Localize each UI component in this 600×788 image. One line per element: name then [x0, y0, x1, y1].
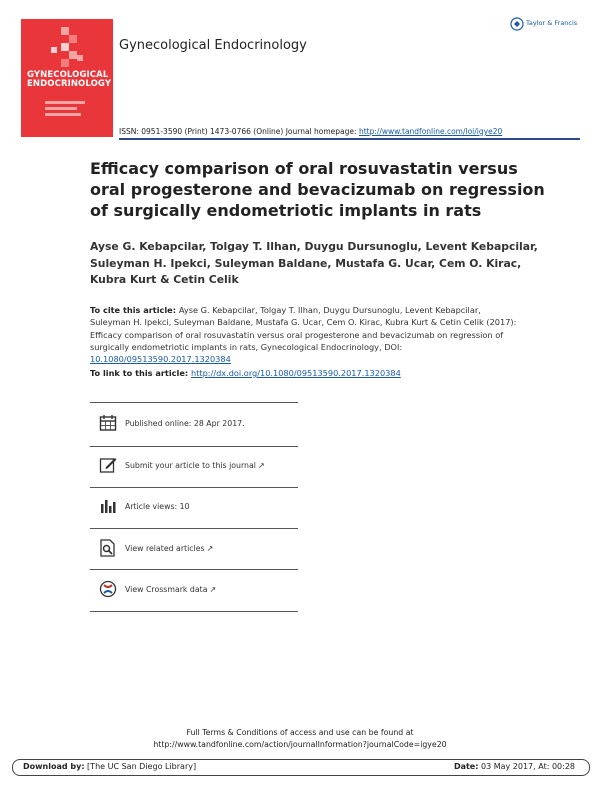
article-views-text: Article views: 10 [125, 502, 190, 511]
search-document-icon [99, 539, 117, 557]
issn-line [119, 127, 502, 136]
calendar-icon [99, 414, 117, 432]
external-link-icon: ↗ [209, 585, 217, 594]
publisher-logo-icon [510, 17, 524, 31]
journal-name[interactable]: Gynecological Endocrinology [119, 38, 307, 53]
download-date-value: 03 May 2017, At: 00:28 [478, 762, 575, 771]
cite-label: To cite this article: [90, 305, 179, 315]
bar-chart-icon [99, 497, 117, 515]
publisher-logo[interactable] [510, 17, 580, 37]
edit-icon [99, 456, 117, 474]
info-divider [90, 446, 298, 447]
external-link-icon: ↗ [206, 544, 214, 553]
related-articles-link[interactable] [125, 544, 213, 553]
article-doi-link[interactable]: http://dx.doi.org/10.1080/09513590.2017.1320384 [191, 368, 401, 378]
published-online-row [90, 414, 298, 444]
related-articles-text[interactable]: View related articles [125, 544, 205, 553]
crossmark-icon [99, 580, 117, 598]
external-link-icon: ↗ [257, 461, 265, 470]
submit-article-text[interactable]: Submit your article to this journal [125, 461, 256, 470]
article-link-line [90, 368, 401, 378]
submit-article-link[interactable] [125, 461, 265, 470]
cite-doi-link[interactable]: 10.1080/09513590.2017.1320384 [90, 354, 231, 365]
journal-cover-image [21, 19, 113, 137]
info-divider [90, 569, 298, 570]
info-divider [90, 528, 298, 529]
article-views-row [90, 497, 298, 527]
related-articles-row[interactable] [90, 539, 298, 569]
info-divider [90, 611, 298, 612]
downloaded-by-value: [The UC San Diego Library] [84, 762, 197, 771]
cite-text: Ayse G. Kebapcilar, Tolgay T. Ilhan, Duygu Dursunoglu, Levent Kebapcilar, Suleyman H. Ipekci, Suleyman Baldane, Mustafa G. Ucar, Cem O. Kirac, Kubra Kurt & Cetin Celik (2017): Efficacy comparison of oral rosuvastatin versus oral progesterone and bevacizumab on regression of surgically endometriotic implants in rats, Gynecological Endocrinology, DOI: [90, 305, 517, 352]
info-divider [90, 402, 298, 403]
download-date [454, 762, 575, 771]
crossmark-row[interactable] [90, 580, 298, 610]
citation-block [90, 304, 520, 365]
terms-url[interactable]: http://www.tandfonline.com/action/journalInformation?journalCode=igye20 [153, 740, 447, 749]
crossmark-link[interactable] [125, 585, 216, 594]
info-divider [90, 487, 298, 488]
link-label: To link to this article: [90, 368, 191, 378]
cover-title: GYNECOLOGICAL ENDOCRINOLOGY [27, 70, 112, 89]
submit-article-row[interactable] [90, 456, 298, 486]
download-info-bar [12, 759, 590, 776]
article-authors: Ayse G. Kebapcilar, Tolgay T. Ilhan, Duygu Dursunoglu, Levent Kebapcilar, Suleyman H. Ipekci, Suleyman Baldane, Mustafa G. Ucar, Cem O. Kirac, Kubra Kurt & Cetin Celik [90, 240, 538, 286]
terms-line-1: Full Terms & Conditions of access and use can be found at [186, 728, 414, 737]
published-online-text: Published online: 28 Apr 2017. [125, 419, 245, 428]
article-title: Efficacy comparison of oral rosuvastatin versus oral progesterone and bevacizumab on regression of surgically endometriotic implants in rats [90, 159, 545, 220]
download-date-label: Date: [453, 762, 479, 771]
downloaded-by [23, 762, 196, 771]
journal-homepage-link[interactable]: http://www.tandfonline.com/loi/igye20 [358, 127, 503, 136]
publisher-logo-text: Taylor & Francis [526, 19, 578, 27]
issn-text: ISSN: 0951-3590 (Print) 1473-0766 (Online) Journal homepage: [119, 127, 359, 136]
downloaded-by-label: Download by: [23, 762, 85, 771]
header-divider [119, 138, 580, 140]
crossmark-text[interactable]: View Crossmark data [125, 585, 208, 594]
